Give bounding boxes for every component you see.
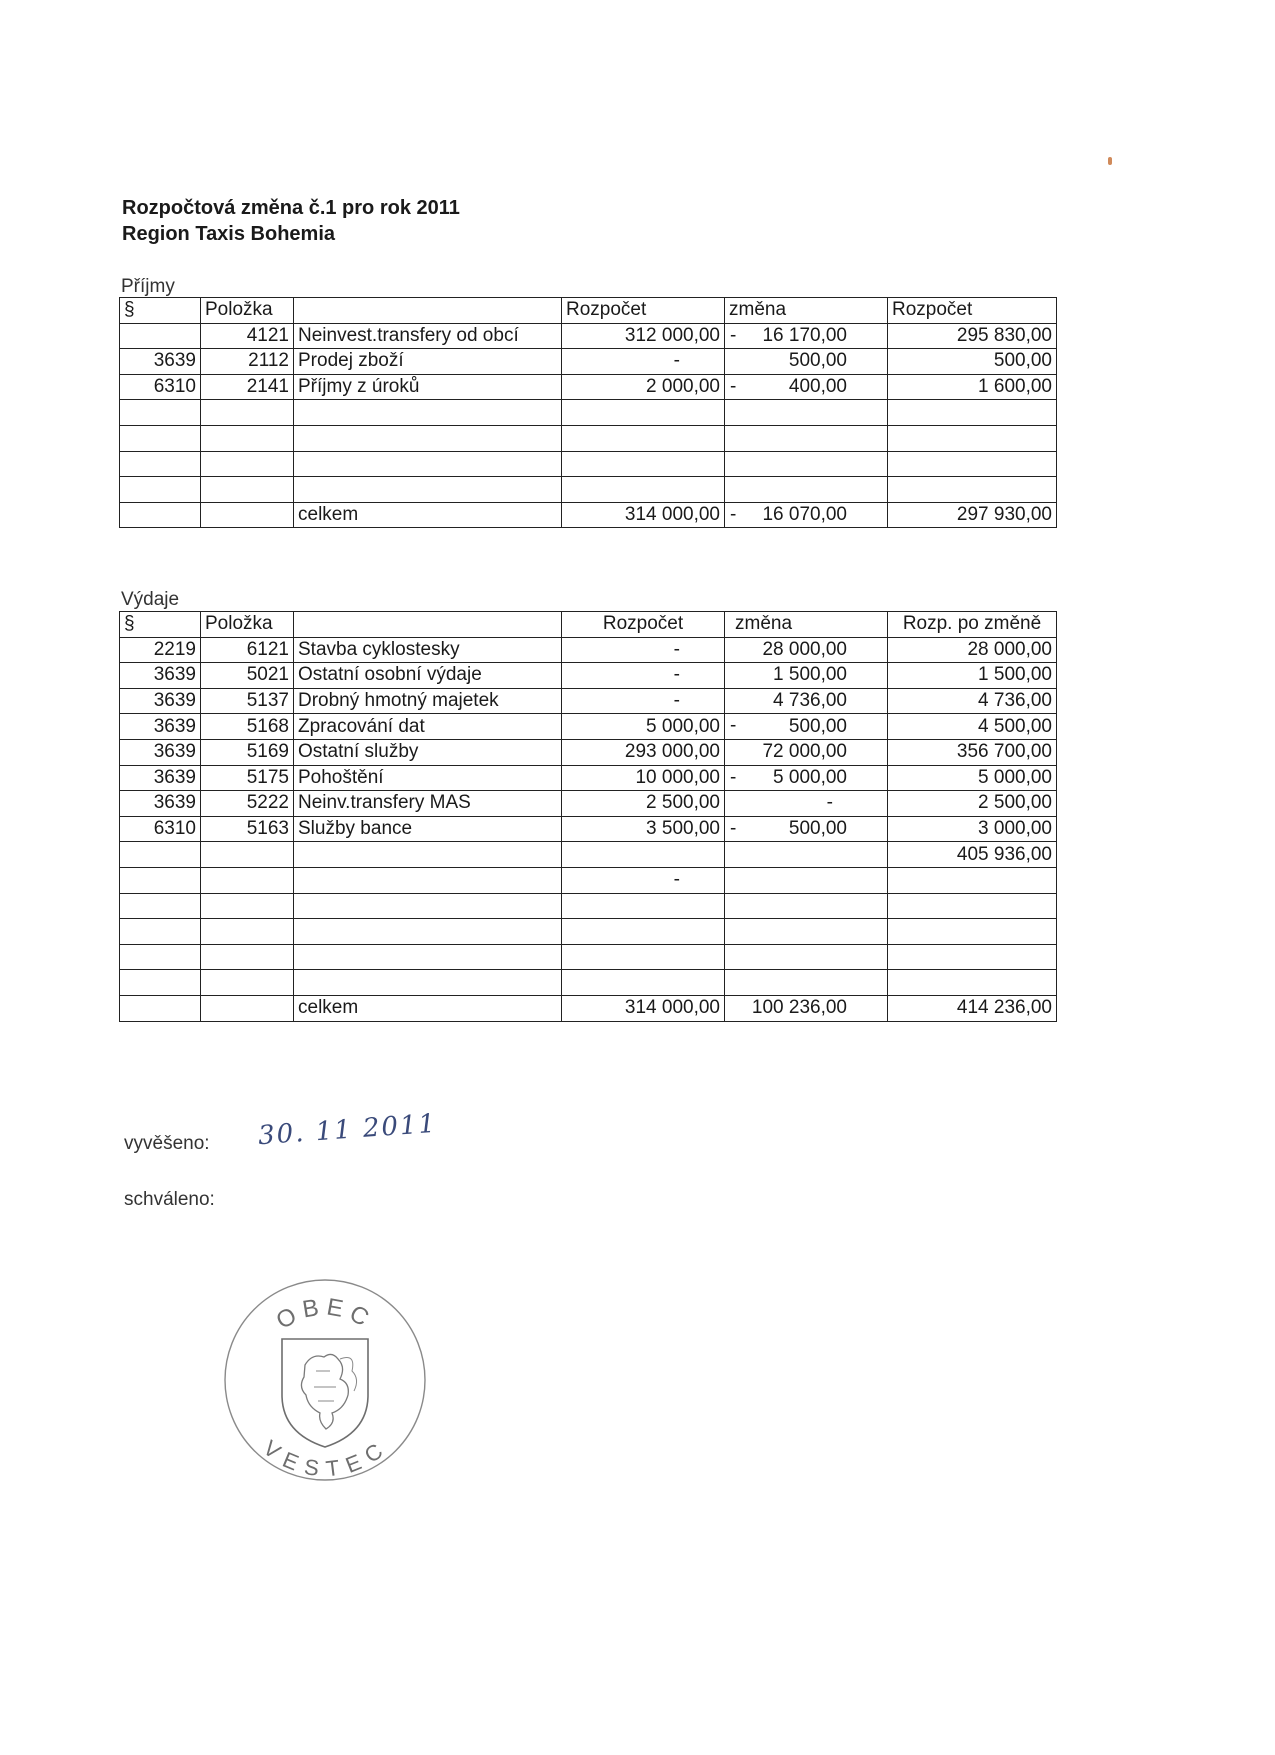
table-row	[120, 349, 1057, 375]
stamp-outer-ring	[225, 1280, 425, 1480]
cell-paragraf: 3639	[120, 349, 201, 375]
header-paragraf: §	[120, 298, 201, 324]
header-rozpocet: Rozpočet	[562, 298, 725, 324]
cell-nazev: Prodej zboží	[294, 349, 562, 375]
cell-paragraf: 3639	[120, 663, 201, 689]
cell-zmena	[725, 688, 888, 714]
zmena-value: 16 170,00	[762, 324, 847, 346]
cell-paragraf: 3639	[120, 739, 201, 765]
cell-rozpocet-po: 4 500,00	[888, 714, 1057, 740]
cell-polozka: 5137	[201, 688, 294, 714]
prijmy-table	[119, 297, 1057, 528]
cell-polozka: 5222	[201, 791, 294, 817]
cell-zmena	[725, 663, 888, 689]
cell-paragraf: 2219	[120, 637, 201, 663]
zmena-value: 500,00	[788, 818, 847, 840]
zmena-value: 400,00	[788, 376, 847, 398]
cell-extra-dash: -	[562, 867, 725, 893]
cell-zmena	[725, 637, 888, 663]
header-paragraf: §	[120, 612, 201, 638]
municipal-stamp	[220, 1275, 430, 1485]
total-label: celkem	[294, 995, 562, 1021]
section-label-prijmy: Příjmy	[121, 276, 175, 297]
zmena-value: 28 000,00	[762, 638, 847, 660]
table-row	[120, 663, 1057, 689]
cell-nazev: Zpracování dat	[294, 714, 562, 740]
extra-row	[120, 867, 1057, 893]
cell-zmena	[725, 791, 888, 817]
table-row	[120, 816, 1057, 842]
cell-zmena	[725, 374, 888, 400]
cell-rozpocet: -	[562, 637, 725, 663]
minus-sign: -	[730, 503, 737, 525]
empty-row	[120, 944, 1057, 970]
table-row	[120, 323, 1057, 349]
cell-polozka: 4121	[201, 323, 294, 349]
zmena-value: 100 236,00	[751, 997, 847, 1019]
cell-rozpocet-po: 295 830,00	[888, 323, 1057, 349]
total-zmena	[725, 995, 888, 1021]
cell-nazev: Neinv.transfery MAS	[294, 791, 562, 817]
zmena-value: 500,00	[788, 350, 847, 372]
cell-paragraf: 3639	[120, 791, 201, 817]
cell-rozpocet-po: 2 500,00	[888, 791, 1057, 817]
cell-rozpocet: -	[562, 349, 725, 375]
cell-rozpocet: 5 000,00	[562, 714, 725, 740]
cell-rozpocet: -	[562, 663, 725, 689]
cell-nazev: Služby bance	[294, 816, 562, 842]
table-row	[120, 791, 1057, 817]
header-nazev	[294, 298, 562, 324]
table-header-row	[120, 298, 1057, 324]
header-polozka: Položka	[201, 298, 294, 324]
header-rozpocet: Rozpočet	[562, 612, 725, 638]
header-zmena: změna	[725, 298, 888, 324]
coat-of-arms-icon	[282, 1339, 368, 1447]
cell-rozpocet-po: 500,00	[888, 349, 1057, 375]
cell-extra-po: 405 936,00	[888, 842, 1057, 868]
header-nazev	[294, 612, 562, 638]
total-rozpocet: 314 000,00	[562, 995, 725, 1021]
table-row	[120, 714, 1057, 740]
vyveseno-label: vyvěšeno:	[124, 1133, 210, 1154]
cell-nazev: Neinvest.transfery od obcí	[294, 323, 562, 349]
table-row	[120, 765, 1057, 791]
minus-sign: -	[730, 375, 737, 397]
total-zmena	[725, 502, 888, 528]
zmena-value: 1 500,00	[773, 664, 847, 686]
header-rozpocet-po: Rozp. po změně	[888, 612, 1057, 638]
empty-row	[120, 970, 1057, 996]
cell-polozka: 2112	[201, 349, 294, 375]
cell-rozpocet: 2 500,00	[562, 791, 725, 817]
cell-nazev: Ostatní služby	[294, 739, 562, 765]
minus-sign: -	[730, 324, 737, 346]
header-zmena: změna	[725, 612, 888, 638]
cell-rozpocet-po: 356 700,00	[888, 739, 1057, 765]
table-row	[120, 637, 1057, 663]
header-polozka: Položka	[201, 612, 294, 638]
empty-row	[120, 425, 1057, 451]
cell-zmena	[725, 816, 888, 842]
table-row	[120, 739, 1057, 765]
zmena-value: 72 000,00	[762, 741, 847, 763]
scan-speck	[1108, 157, 1112, 165]
stamp-bottom-text: VESTEC	[258, 1435, 392, 1482]
total-row	[120, 995, 1057, 1021]
cell-rozpocet-po: 28 000,00	[888, 637, 1057, 663]
cell-rozpocet: 3 500,00	[562, 816, 725, 842]
cell-rozpocet: 293 000,00	[562, 739, 725, 765]
cell-nazev: Stavba cyklostesky	[294, 637, 562, 663]
cell-rozpocet-po: 3 000,00	[888, 816, 1057, 842]
cell-paragraf	[120, 323, 201, 349]
cell-paragraf: 3639	[120, 688, 201, 714]
cell-paragraf: 6310	[120, 374, 201, 400]
cell-rozpocet-po: 1 500,00	[888, 663, 1057, 689]
stamp-top-text: OBEC	[271, 1293, 379, 1335]
cell-zmena	[725, 714, 888, 740]
empty-row	[120, 400, 1057, 426]
table-row	[120, 374, 1057, 400]
cell-zmena	[725, 739, 888, 765]
cell-rozpocet-po: 5 000,00	[888, 765, 1057, 791]
extra-row	[120, 842, 1057, 868]
table-header-row	[120, 612, 1057, 638]
empty-row	[120, 477, 1057, 503]
cell-rozpocet-po: 1 600,00	[888, 374, 1057, 400]
cell-rozpocet-po: 4 736,00	[888, 688, 1057, 714]
minus-sign: -	[730, 817, 737, 839]
cell-rozpocet: 2 000,00	[562, 374, 725, 400]
total-row	[120, 502, 1057, 528]
cell-polozka: 5168	[201, 714, 294, 740]
zmena-value: 500,00	[788, 715, 847, 737]
cell-nazev: Drobný hmotný majetek	[294, 688, 562, 714]
total-label: celkem	[294, 502, 562, 528]
cell-nazev: Příjmy z úroků	[294, 374, 562, 400]
vydaje-table	[119, 611, 1057, 1022]
cell-nazev: Pohoštění	[294, 765, 562, 791]
cell-zmena	[725, 765, 888, 791]
document-subtitle: Region Taxis Bohemia	[122, 223, 336, 245]
cell-polozka: 2141	[201, 374, 294, 400]
cell-polozka: 6121	[201, 637, 294, 663]
cell-paragraf: 3639	[120, 714, 201, 740]
empty-row	[120, 451, 1057, 477]
cell-rozpocet: 10 000,00	[562, 765, 725, 791]
empty-row	[120, 893, 1057, 919]
total-rozpocet-po: 297 930,00	[888, 502, 1057, 528]
total-rozpocet-po: 414 236,00	[888, 995, 1057, 1021]
cell-rozpocet: 312 000,00	[562, 323, 725, 349]
cell-polozka: 5021	[201, 663, 294, 689]
minus-sign: -	[730, 715, 737, 737]
cell-nazev: Ostatní osobní výdaje	[294, 663, 562, 689]
cell-polozka: 5169	[201, 739, 294, 765]
cell-polozka: 5175	[201, 765, 294, 791]
cell-polozka: 5163	[201, 816, 294, 842]
zmena-value: 5 000,00	[773, 766, 847, 788]
cell-zmena	[725, 349, 888, 375]
cell-zmena	[725, 323, 888, 349]
document-title: Rozpočtová změna č.1 pro rok 2011	[122, 197, 460, 219]
schvaleno-label: schváleno:	[124, 1189, 215, 1210]
zmena-value: -	[826, 792, 833, 814]
cell-rozpocet: -	[562, 688, 725, 714]
cell-paragraf: 6310	[120, 816, 201, 842]
cell-paragraf: 3639	[120, 765, 201, 791]
total-rozpocet: 314 000,00	[562, 502, 725, 528]
header-rozpocet-po: Rozpočet	[888, 298, 1057, 324]
handwritten-date: 30. 11 2011	[257, 1108, 438, 1152]
zmena-value: 4 736,00	[773, 690, 847, 712]
empty-row	[120, 919, 1057, 945]
minus-sign: -	[730, 766, 737, 788]
zmena-value: 16 070,00	[762, 504, 847, 526]
section-label-vydaje: Výdaje	[121, 589, 180, 610]
table-row	[120, 688, 1057, 714]
